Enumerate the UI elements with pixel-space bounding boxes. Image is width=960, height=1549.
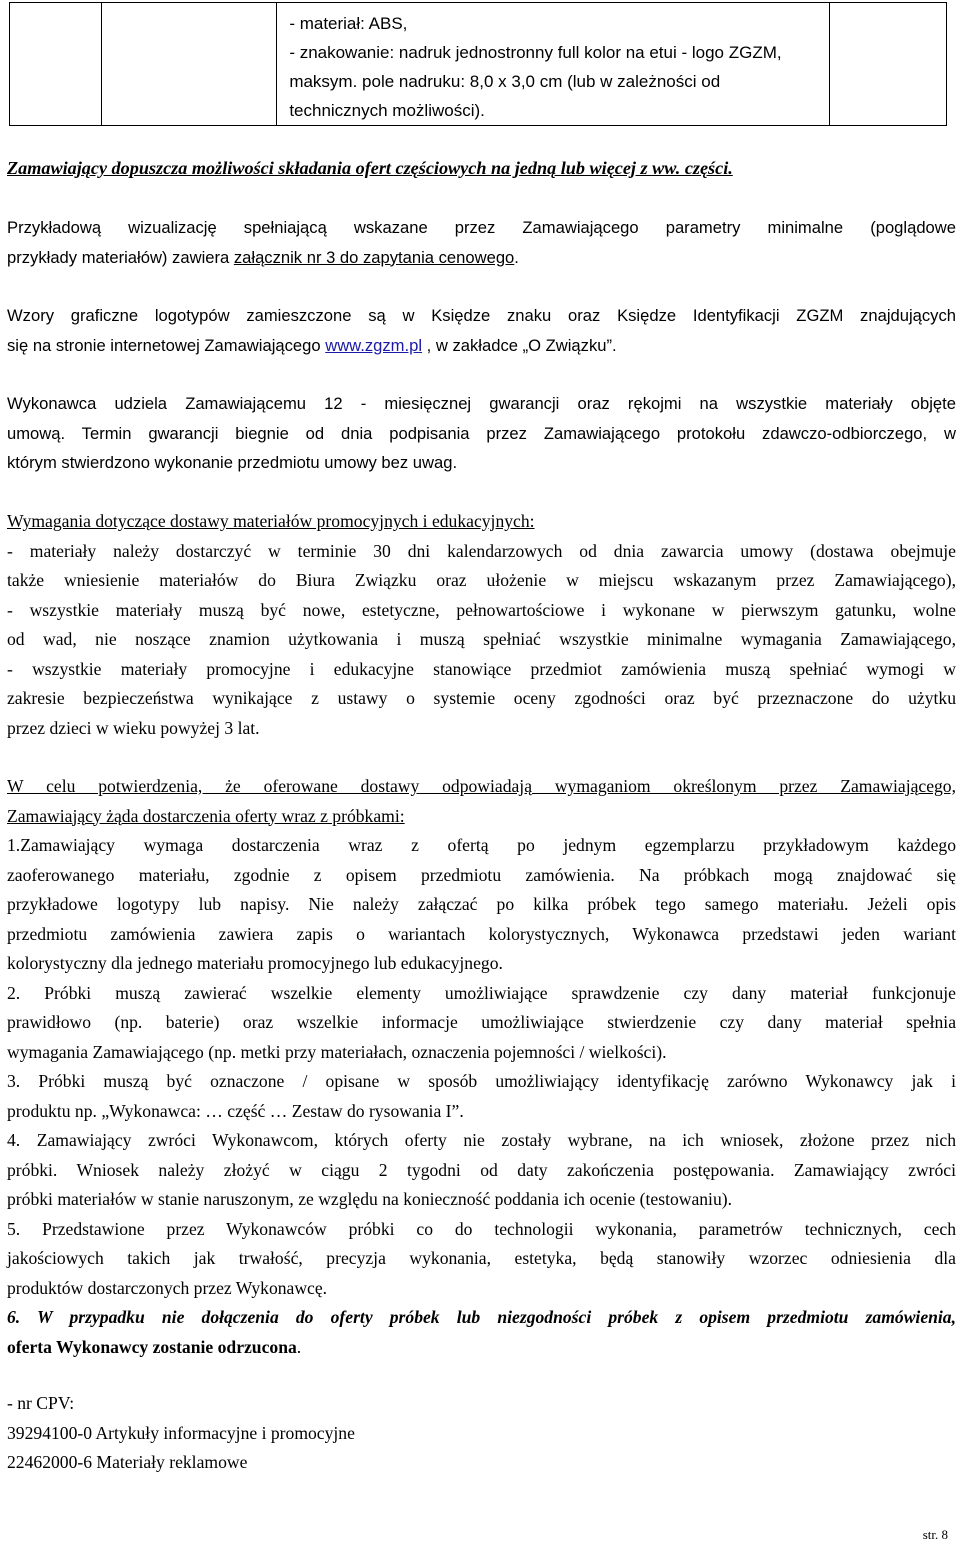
paragraph-line [7,243,956,273]
paragraph-line: od wad, nie noszące znamion użytkowania i muszą spełniać wszystkie minimalne wymagania Zamawiającego, [7,629,956,649]
paragraph-line: 3. Próbki muszą być oznaczone / opisane w sposób umożliwiający identyfikację zarówno Wykonawcy jak i [7,1071,956,1091]
website-link[interactable]: www.zgzm.pl [325,335,423,355]
table-cell-empty [829,3,946,126]
cpv-label: - nr CPV: [7,1393,75,1413]
paragraph-line: produktu np. „Wykonawca: … część … Zestaw do rysowania I”. [7,1100,464,1121]
paragraph-line: zaoferowanego materiału, zgodnie z opisem przedmiotu zamówienia. Na próbkach mogą znajdować się [7,864,956,885]
paragraph-line: Wykonawca udziela Zamawiającemu 12 - miesięcznej gwarancji oraz rękojmi na wszystkie materiały objęte [7,394,956,413]
paragraph-line: przez dzieci w wieku powyżej 3 lat. [7,717,260,738]
warranty-paragraph [7,389,956,478]
section-heading: Zamawiający żąda dostarczenia oferty wraz z próbkami: [7,805,405,826]
attachment-link[interactable]: załącznik nr 3 do zapytania cenowego [233,247,515,267]
table-cell-spec [277,3,829,126]
section-heading: Wymagania dotyczące dostawy materiałów promocyjnych i edukacyjnych: [7,511,535,531]
samples-section [7,772,956,1362]
rejection-text: oferta Wykonawcy zostanie odrzucona [7,1336,297,1357]
paragraph-line: - wszystkie materiały muszą być nowe, estetyczne, pełnowartościowe i wykonane w pierwszym gatunku, wolne [7,599,956,620]
paragraph-line: produktów dostarczonych przez Wykonawcę. [7,1277,328,1298]
table-cell-empty [102,3,277,126]
paragraph-line: próbki materiałów w stanie naruszonym, ze względu na konieczność poddania ich ocenie (testowaniu). [7,1189,733,1209]
paragraph-line: przedmiotu zamówienia zawiera zapis o wariantach kolorystycznych, Wykonawca przedstawi jeden wariant [7,923,956,944]
logos-paragraph [7,301,956,360]
paragraph-text: się na stronie internetowej Zamawiającego [7,335,326,355]
partial-offers-note: Zamawiający dopuszcza możliwości składania ofert częściowych na jedną lub więcej z ww. części. [7,158,733,178]
rejection-end: . [296,1336,302,1357]
spec-line: technicznych możliwości). [289,101,485,120]
paragraph-line: próbki. Wniosek należy złożyć w ciągu 2 tygodni od daty zakończenia postępowania. Zamawiający zwróci [7,1159,956,1180]
paragraph-line: - materiały należy dostarczyć w terminie 30 dni kalendarzowych od dnia zawarcia umowy (dostawa obejmuje [7,540,956,561]
paragraph-line: także wniesienie materiałów do Biura Związku oraz ułożenie w miejscu wskazanym przez Zamawiającego), [7,570,956,590]
paragraph-text: przykłady materiałów) zawiera [7,247,234,267]
paragraph-line: Wzory graficzne logotypów zamieszczone są w Księdze znaku oraz Księdze Identyfikacji ZGZM znajdujących [7,306,956,325]
paragraph-line: 4. Zamawiający zwróci Wykonawcom, których oferty nie zostały wybrane, na ich wniosek, złożone przez nich [7,1130,956,1150]
visualization-paragraph [7,213,956,272]
cpv-code: 39294100-0 Artykuły informacyjne i promocyjne [7,1422,355,1443]
spec-table [9,2,947,126]
spec-line: maksym. pole nadruku: 8,0 x 3,0 cm (lub w zależności od [289,72,721,91]
cpv-section [7,1389,956,1478]
spec-line: - materiał: ABS, [289,14,408,33]
table-row [10,3,947,126]
paragraph-line [7,331,956,361]
delivery-section [7,507,956,743]
rejection-note: 6. W przypadku nie dołączenia do oferty próbek lub niezgodności próbek z opisem przedmiotu zamówienia, [7,1307,956,1327]
paragraph-line: Przykładową wizualizację spełniającą wskazane przez Zamawiającego parametry minimalne (poglądowe [7,218,956,237]
paragraph-line: jakościowych takich jak trwałość, precyzja wykonania, estetyka, będą stanowiły wzorzec odniesienia dla [7,1248,956,1268]
paragraph-line: 2. Próbki muszą zawierać wszelkie elementy umożliwiające sprawdzenie czy dany materiał funkcjonuje [7,982,956,1003]
rejection-note [7,1333,956,1363]
paragraph-line: umową. Termin gwarancji biegnie od dnia podpisania przez Zamawiającego protokołu zdawczo-odbiorczego, w [7,423,956,443]
page-number: str. 8 [922,1527,948,1542]
paragraph-line: zakresie bezpieczeństwa wynikające z ustawy o systemie oceny zgodności oraz być przeznaczone do użytku [7,688,956,708]
paragraph-line: kolorystyczny dla jednego materiału promocyjnego lub edukacyjnego. [7,953,503,973]
paragraph-line: - wszystkie materiały promocyjne i edukacyjne stanowiące przedmiot zamówienia muszą spełniać wymogi w [7,658,956,679]
paragraph-line: prawidłowo (np. baterie) oraz wszelkie informacje umożliwiające stwierdzenie czy dany materiał spełnia [7,1012,956,1032]
spec-line: - znakowanie: nadruk jednostronny full kolor na etui - logo ZGZM, [289,43,782,62]
paragraph-line: wymagania Zamawiającego (np. metki przy materiałach, oznaczenia pojemności / wielkości). [7,1041,667,1062]
paragraph-text: . [514,247,519,267]
paragraph-line: 5. Przedstawione przez Wykonawców próbki co do technologii wykonania, parametrów technicznych, cech [7,1218,956,1239]
table-cell-empty [10,3,102,126]
section-heading: W celu potwierdzenia, że oferowane dostawy odpowiadają wymaganiom określonym przez Zamawiającego, [7,776,956,796]
paragraph-line: przykładowe logotypy lub napisy. Nie należy załączać po kilka próbek tego samego materiału. Jeżeli opis [7,894,956,914]
paragraph-line: 1.Zamawiający wymaga dostarczenia wraz z ofertą po jednym egzemplarzu przykładowym każdego [7,835,956,855]
paragraph-text: , w zakładce „O Związku”. [422,335,617,355]
cpv-code: 22462000-6 Materiały reklamowe [7,1452,248,1472]
paragraph-line: którym stwierdzono wykonanie przedmiotu umowy bez uwag. [7,453,458,472]
